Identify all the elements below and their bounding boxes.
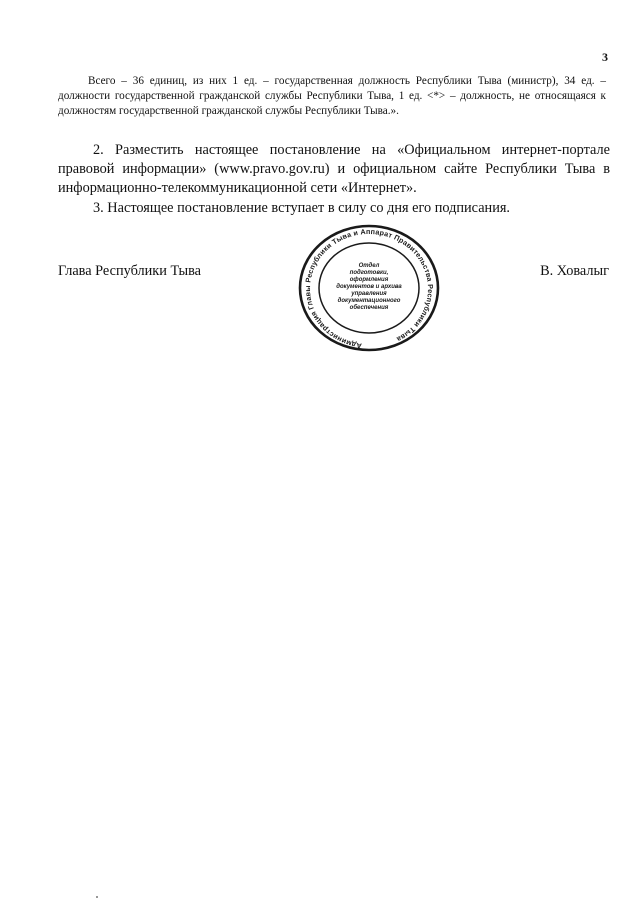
official-stamp bbox=[298, 222, 440, 352]
footnote-block bbox=[58, 74, 606, 119]
stamp-line: обеспечения bbox=[349, 304, 389, 311]
stamp-line: управления bbox=[351, 290, 387, 297]
stamp-line: подготовки, bbox=[349, 269, 389, 276]
scan-speck bbox=[96, 896, 98, 898]
stamp-line: Отдел bbox=[358, 262, 380, 269]
body-text bbox=[58, 141, 610, 218]
stamp-line: документов и архива bbox=[336, 283, 402, 290]
stamp-line: документационного bbox=[337, 297, 401, 304]
page-number: 3 bbox=[602, 50, 608, 64]
signatory-title: Глава Республики Тыва bbox=[58, 263, 201, 279]
stamp-line: оформления bbox=[349, 276, 389, 283]
footnote-paragraph: Всего – 36 единиц, из них 1 ед. – государственная должность Республики Тыва (министр), 34 ед. – должности государственной гражданской службы Республики Тыва, 1 ед. <*> – должность, не относящаяся к должностям государственной гражданской службы Республики Тыва.». bbox=[58, 75, 606, 117]
signatory-name: В. Ховалыг bbox=[540, 263, 609, 279]
paragraph-effective: 3. Настоящее постановление вступает в силу со дня его подписания. bbox=[93, 200, 510, 216]
paragraph-publish: 2. Разместить настоящее постановление на «Официальном интернет-портале правовой информации» (www.pravo.gov.ru) и официальном сайте Республики Тыва в информационно-телекоммуникационной сети «Интернет». bbox=[58, 142, 610, 196]
stamp-inner-text bbox=[330, 252, 408, 322]
stamp-ring-text: Администрация Главы Республики Тыва и Аппарат Правительства Республики Тыва bbox=[302, 226, 436, 351]
